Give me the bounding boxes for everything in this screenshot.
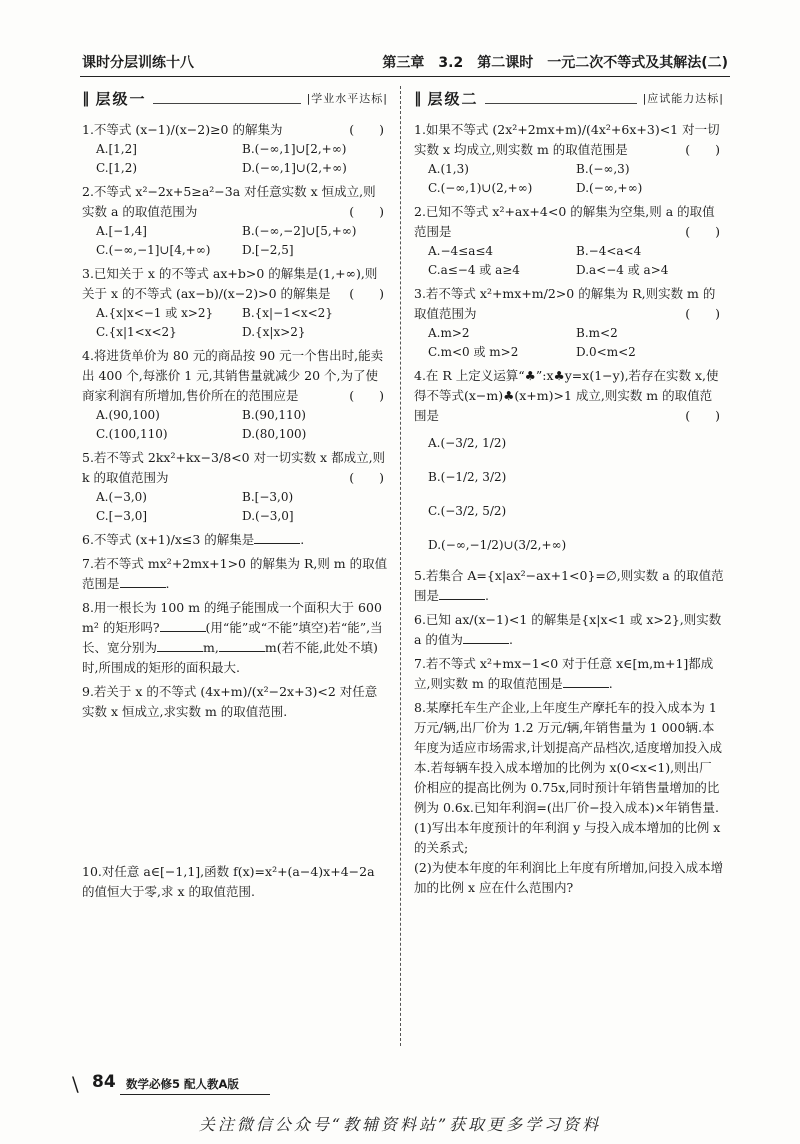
answer-blank[interactable] <box>120 576 166 588</box>
header-chapter-title: 第三章 3.2 第二课时 一元二次不等式及其解法(二) <box>382 55 728 71</box>
question-right-8 <box>414 698 724 898</box>
answer-paren: ( ) <box>349 204 384 219</box>
sub-question-1: (1)写出本年度预计的年利润 y 与投入成本增加的比例 x 的关系式; <box>414 820 721 855</box>
option-list <box>414 160 724 198</box>
question-left-1 <box>82 120 388 178</box>
question-text: 7.若不等式 x²+mx−1<0 对于任意 x∈[m,m+1]都成立,则实数 m 的取值范围是 <box>414 656 714 691</box>
answer-paren: ( ) <box>349 388 384 403</box>
footer-rule <box>120 1094 270 1095</box>
option-c: C.(100,110) <box>96 427 168 441</box>
question-left-2 <box>82 182 388 260</box>
question-stem: 9.若关于 x 的不等式 (4x+m)/(x²−2x+3)<2 对任意实数 x 恒成立,求实数 m 的取值范围. <box>82 684 378 719</box>
question-stem: 1.不等式 (x−1)/(x−2)≥0 的解集为 <box>82 122 283 137</box>
option-b: B.(−∞,1]∪[2,+∞) <box>242 142 347 156</box>
option-list <box>82 488 388 526</box>
stem-text: 4.在 R 上定义运算“♣”:x♣y=x(1−y),若存在实数 x,使得不等式(x−m)♣(x+m)>1 成立,则实数 m 的取值范围是 <box>414 368 719 423</box>
question-text: 8.用一根长为 100 m 的绳子能围成一个面积大于 600 m² 的矩形吗? <box>82 600 382 635</box>
stem-text: 2.不等式 x²−2x+5≥a²−3a 对任意实数 x 恒成立,则实数 a 的取值范围为 <box>82 184 376 219</box>
question-right-4 <box>414 366 724 562</box>
answer-paren: ( ) <box>349 470 384 485</box>
answer-blank[interactable] <box>439 588 485 600</box>
answer-paren: ( ) <box>685 306 720 321</box>
option-d: D.(80,100) <box>242 427 307 441</box>
question-stem <box>82 182 388 222</box>
option-a: A.−4≤a≤4 <box>428 244 494 258</box>
answer-blank[interactable] <box>463 632 509 644</box>
option-list <box>414 426 724 562</box>
watermark-text: 关注微信公众号“教辅资料站”获取更多学习资料 <box>198 1115 602 1134</box>
option-a: A.(90,100) <box>96 408 160 422</box>
question-left-8 <box>82 598 388 678</box>
level-tag: |学业水平达标| <box>306 92 388 105</box>
question-stem <box>414 120 724 160</box>
answer-blank[interactable] <box>563 676 609 688</box>
question-left-4 <box>82 346 388 444</box>
answer-blank[interactable] <box>254 532 300 544</box>
question-text: 6.已知 ax/(x−1)<1 的解集是{x|x<1 或 x>2},则实数 a 的值为 <box>414 612 722 647</box>
question-text: 6.不等式 (x+1)/x≤3 的解集是 <box>82 532 255 547</box>
option-a: A.[−1,4] <box>96 224 147 238</box>
level-title: 层级一 <box>95 89 147 108</box>
option-list <box>414 324 724 362</box>
question-text-3: m, <box>203 640 219 655</box>
question-right-7 <box>414 654 724 694</box>
stem-text: 5.若不等式 2kx²+kx−3/8<0 对一切实数 x 都成立,则 k 的取值范围为 <box>82 450 386 485</box>
option-c: C.{x|1<x<2} <box>96 325 177 339</box>
option-list <box>82 406 388 444</box>
level-tag: |应试能力达标| <box>642 92 724 105</box>
question-left-3 <box>82 264 388 342</box>
page-number: 84 <box>92 1072 116 1092</box>
option-a: A.(1,3) <box>428 162 469 176</box>
banner-bars: ‖ <box>82 89 90 107</box>
stem-text: 3.已知关于 x 的不等式 ax+b>0 的解集是(1,+∞),则关于 x 的不等式 (ax−b)/(x−2)>0 的解集是 <box>82 266 378 301</box>
option-d: D.(−∞,+∞) <box>576 181 643 195</box>
question-right-5 <box>414 566 724 606</box>
question-left-10 <box>82 862 388 902</box>
question-stem <box>414 366 724 426</box>
answer-paren: ( ) <box>349 122 384 137</box>
question-text-2: (用“能”或“不能”填空)若“能”,当长、宽分别为 <box>82 620 383 655</box>
option-b: B.(−1/2, 3/2) <box>428 470 507 484</box>
option-c: C.(−3/2, 5/2) <box>428 504 507 518</box>
question-stem <box>82 264 388 304</box>
question-stem <box>82 448 388 488</box>
question-end: . <box>508 632 513 647</box>
left-column <box>82 86 388 906</box>
question-left-5 <box>82 448 388 526</box>
option-list <box>82 140 388 178</box>
question-end: . <box>300 532 305 547</box>
question-stem <box>414 284 724 324</box>
question-text: 7.若不等式 mx²+2mx+1>0 的解集为 R,则 m 的取值范围是 <box>82 556 388 591</box>
option-b: B.(−∞,−2]∪[5,+∞) <box>242 224 357 238</box>
answer-paren: ( ) <box>685 224 720 239</box>
stem-text: 1.如果不等式 (2x²+2mx+m)/(4x²+6x+3)<1 对一切实数 x 均成立,则实数 m 的取值范围是 <box>414 122 720 157</box>
answer-paren: ( ) <box>685 408 720 423</box>
question-text-4: m(若不能,此处不填)时,所围成的矩形的面积最大. <box>82 640 378 675</box>
sub-question-2: (2)为使本年度的年利润比上年度有所增加,问投入成本增加的比例 x 应在什么范围内? <box>414 860 724 895</box>
option-list <box>414 242 724 280</box>
option-list <box>82 304 388 342</box>
question-stem <box>414 202 724 242</box>
option-a: A.m>2 <box>428 326 470 340</box>
option-d: D.[−2,5] <box>242 243 294 257</box>
option-b: B.(−∞,3) <box>576 162 630 176</box>
option-b: B.(90,110) <box>242 408 306 422</box>
book-title: 数学必修5 配人教A版 <box>126 1077 239 1091</box>
question-end: . <box>485 588 489 603</box>
header-lesson-title: 课时分层训练十八 <box>82 55 194 71</box>
question-right-6 <box>414 610 724 650</box>
option-c: C.[−3,0] <box>96 509 148 523</box>
answer-paren: ( ) <box>685 142 720 157</box>
option-c: C.a≤−4 或 a≥4 <box>428 263 520 277</box>
footer-slash: \ <box>72 1072 79 1096</box>
question-stem: 10.对任意 a∈[−1,1],函数 f(x)=x²+(a−4)x+4−2a 的值恒大于零,求 x 的取值范围. <box>82 864 375 899</box>
header-rule <box>80 76 730 77</box>
question-text: 5.若集合 A={x|ax²−ax+1<0}=∅,则实数 a 的取值范围是 <box>414 568 724 603</box>
option-a: A.[1,2] <box>96 142 137 156</box>
option-a: A.(−3/2, 1/2) <box>428 436 507 450</box>
question-right-1 <box>414 120 724 198</box>
answer-blank-length[interactable] <box>157 640 203 652</box>
question-left-7 <box>82 554 388 594</box>
question-end: . <box>165 576 170 591</box>
question-stem <box>82 346 388 406</box>
option-b: B.{x|−1<x<2} <box>242 306 333 320</box>
question-right-2 <box>414 202 724 280</box>
right-column <box>414 86 724 902</box>
option-a: A.{x|x<−1 或 x>2} <box>96 306 214 320</box>
answer-paren: ( ) <box>349 286 384 301</box>
answer-space[interactable] <box>82 726 388 862</box>
level-one-banner <box>82 86 388 110</box>
option-b: B.−4<a<4 <box>576 244 642 258</box>
option-c: C.m<0 或 m>2 <box>428 345 519 359</box>
option-d: D.(−∞,1]∪(2,+∞) <box>242 161 347 175</box>
level-two-banner <box>414 86 724 110</box>
option-d: D.a<−4 或 a>4 <box>576 263 669 277</box>
option-d: D.{x|x>2} <box>242 325 306 339</box>
option-b: B.[−3,0) <box>242 490 294 504</box>
option-d: D.(−3,0] <box>242 509 294 523</box>
option-d: D.(−∞,−1/2)∪(3/2,+∞) <box>428 538 567 552</box>
option-d: D.0<m<2 <box>576 345 636 359</box>
stem-text: 2.已知不等式 x²+ax+4<0 的解集为空集,则 a 的取值范围是 <box>414 204 715 239</box>
option-b: B.m<2 <box>576 326 618 340</box>
banner-rule <box>485 92 637 104</box>
question-stem: 8.某摩托车生产企业,上年度生产摩托车的投入成本为 1 万元/辆,出厂价为 1.2 万元/辆,年销售量为 1 000辆.本年度为适应市场需求,计划提高产品档次,适度增加投入成本.若每辆车投入成本增加的比例为 x(0<x<1),则出厂价相应的提高比例为 0.75x,同时预计年销售量增加的比例为 0.6x.已知年利润=(出厂价−投入成本)×年销售量. <box>414 700 722 815</box>
answer-blank-width[interactable] <box>219 640 265 652</box>
answer-blank[interactable] <box>160 620 206 632</box>
option-a: A.(−3,0) <box>96 490 147 504</box>
banner-bars: ‖ <box>414 89 422 107</box>
level-title: 层级二 <box>427 89 479 108</box>
option-c: C.[1,2) <box>96 161 138 175</box>
banner-rule <box>153 92 301 104</box>
question-end: . <box>608 676 613 691</box>
option-c: C.(−∞,1)∪(2,+∞) <box>428 181 533 195</box>
question-left-9 <box>82 682 388 722</box>
stem-text: 3.若不等式 x²+mx+m/2>0 的解集为 R,则实数 m 的取值范围为 <box>414 286 716 321</box>
question-right-3 <box>414 284 724 362</box>
option-list <box>82 222 388 260</box>
stem-text: 4.将进货单价为 80 元的商品按 90 元一个售出时,能卖出 400 个,每涨价 1 元,其销售量就减少 20 个,为了使商家利润有所增加,售价所在的范围应是 <box>82 348 384 403</box>
option-c: C.(−∞,−1]∪[4,+∞) <box>96 243 211 257</box>
column-divider <box>400 86 401 1046</box>
question-left-6 <box>82 530 388 550</box>
